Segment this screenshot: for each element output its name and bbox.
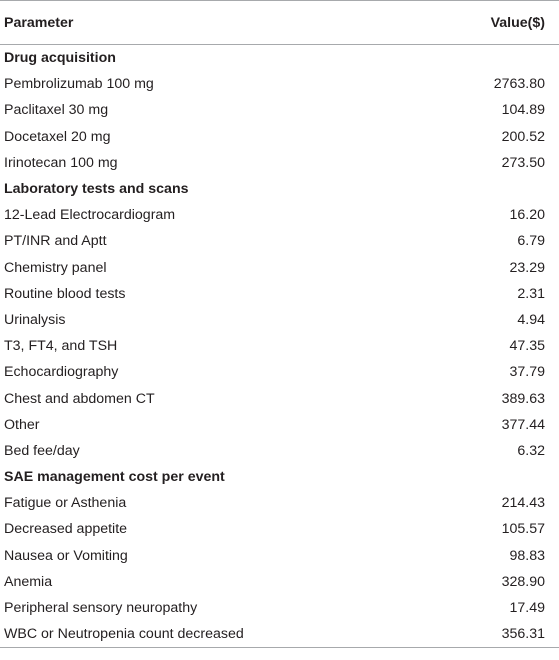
row-label: 12-Lead Electrocardiogram <box>4 207 176 224</box>
row-value: 37.79 <box>509 364 545 381</box>
row-label: Pembrolizumab 100 mg <box>4 76 154 93</box>
row-value: 23.29 <box>509 259 545 276</box>
row-label: Other <box>4 416 40 433</box>
table-row <box>0 150 559 176</box>
row-label: Irinotecan 100 mg <box>4 154 118 171</box>
section-title-label: Laboratory tests and scans <box>4 181 189 198</box>
table-row <box>0 333 559 359</box>
table-row <box>0 490 559 516</box>
table-row <box>0 307 559 333</box>
row-label: Urinalysis <box>4 311 66 328</box>
table-row <box>0 124 559 150</box>
row-label: Decreased appetite <box>4 521 128 538</box>
table-header <box>0 1 559 44</box>
table-row <box>0 228 559 254</box>
row-label: Fatigue or Asthenia <box>4 495 127 512</box>
table-row <box>0 202 559 228</box>
section-title-label: Drug acquisition <box>4 50 116 67</box>
row-label: Chest and abdomen CT <box>4 390 155 407</box>
parameter-header: Parameter <box>4 14 74 31</box>
table-row <box>0 543 559 569</box>
table-row <box>0 255 559 281</box>
row-value: 47.35 <box>509 338 545 355</box>
row-label: Peripheral sensory neuropathy <box>4 600 198 617</box>
row-value: 2.31 <box>517 285 545 302</box>
row-label: Paclitaxel 30 mg <box>4 102 109 119</box>
row-label: Routine blood tests <box>4 285 126 302</box>
bottom-rule <box>0 647 559 648</box>
table-row <box>0 595 559 621</box>
row-label: Bed fee/day <box>4 442 80 459</box>
table-row <box>0 621 559 647</box>
row-label: Anemia <box>4 573 53 590</box>
row-value: 98.83 <box>509 547 545 564</box>
row-value: 105.57 <box>501 521 545 538</box>
row-value: 328.90 <box>501 573 545 590</box>
row-value: 273.50 <box>501 154 545 171</box>
table-row <box>0 359 559 385</box>
table-row <box>0 412 559 438</box>
row-value: 6.32 <box>517 442 545 459</box>
table-row <box>0 438 559 464</box>
table-row <box>0 569 559 595</box>
row-value: 200.52 <box>501 128 545 145</box>
row-value: 16.20 <box>509 207 545 224</box>
row-value: 6.79 <box>517 233 545 250</box>
row-label: WBC or Neutropenia count decreased <box>4 626 244 643</box>
section-title-label: SAE management cost per event <box>4 469 225 486</box>
section-title <box>0 176 559 202</box>
row-label: T3, FT4, and TSH <box>4 338 118 355</box>
row-value: 214.43 <box>501 495 545 512</box>
row-label: Chemistry panel <box>4 259 107 276</box>
value-header: Value($) <box>490 14 545 31</box>
row-label: Echocardiography <box>4 364 119 381</box>
table-row <box>0 97 559 123</box>
row-value: 377.44 <box>501 416 545 433</box>
row-value: 356.31 <box>501 626 545 643</box>
row-value: 17.49 <box>509 600 545 617</box>
table-row <box>0 516 559 542</box>
section-title <box>0 45 559 71</box>
row-value: 104.89 <box>501 102 545 119</box>
row-label: Docetaxel 20 mg <box>4 128 111 145</box>
section-title <box>0 464 559 490</box>
row-value: 2763.80 <box>493 76 545 93</box>
row-value: 389.63 <box>501 390 545 407</box>
row-value: 4.94 <box>517 311 545 328</box>
table-row <box>0 281 559 307</box>
table-row <box>0 385 559 411</box>
row-label: PT/INR and Aptt <box>4 233 107 250</box>
table-row <box>0 71 559 97</box>
row-label: Nausea or Vomiting <box>4 547 128 564</box>
